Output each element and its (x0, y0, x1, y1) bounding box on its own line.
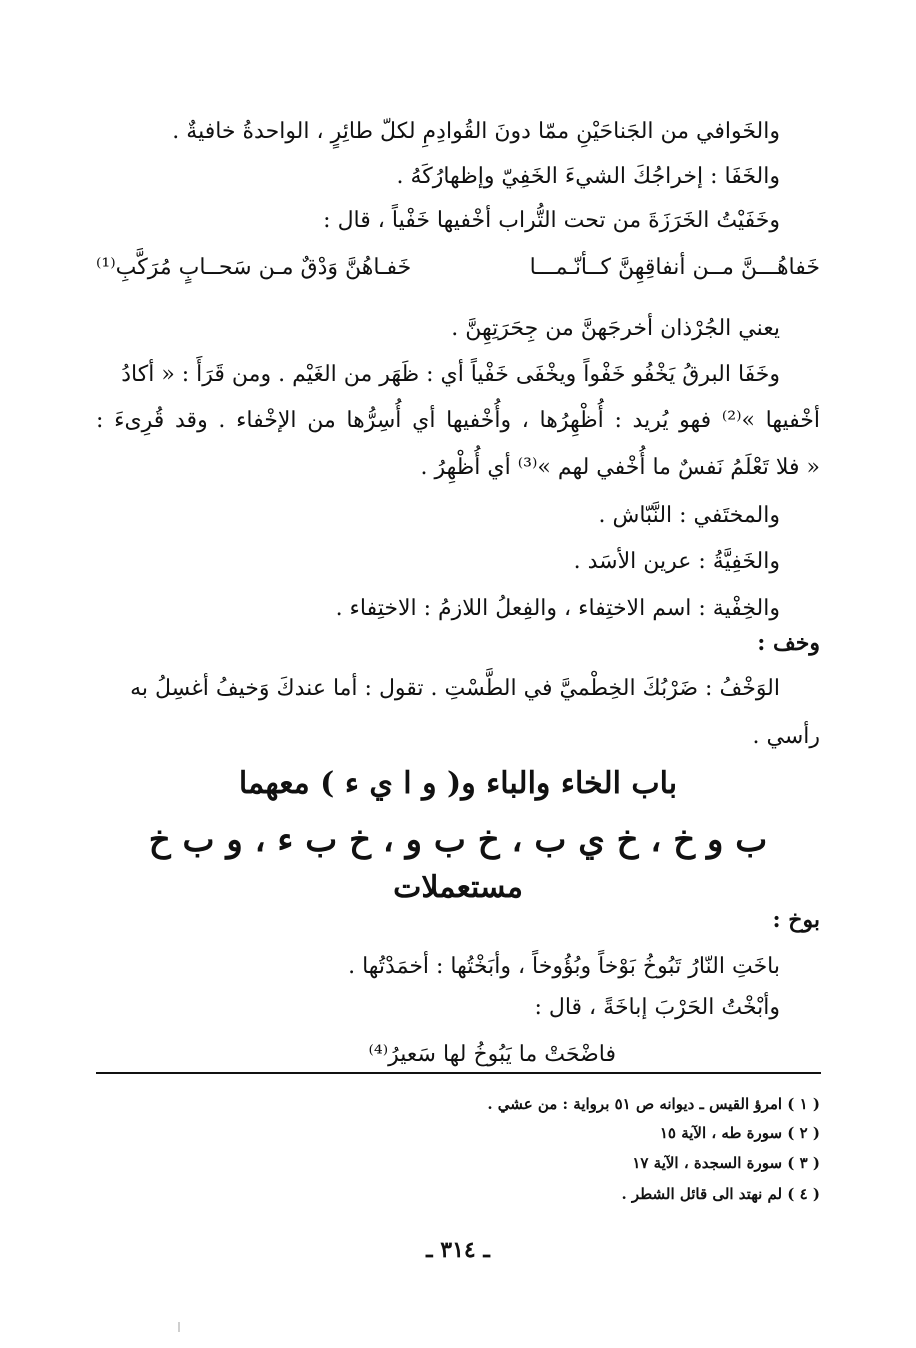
scan-speck (178, 1322, 180, 1332)
section-heading-subtitle: مستعملات (393, 870, 523, 905)
poem-left-hemistich: خَفـاهُنَّ وَدْقٌ مـن سَحــابٍ مُرَكَّبِ⁽¹⁾ (96, 255, 412, 280)
entry-label: وخف : (757, 630, 820, 656)
page-number: ـ ٣١٤ ـ (426, 1237, 490, 1263)
text-line: والخَفِيَّةُ : عرين الأسَد . (573, 549, 780, 574)
footnote: ( ٣ ) سورة السجدة ، الآية ١٧ (632, 1154, 820, 1172)
footnote: ( ١ ) امرؤ القيس ـ ديوانه ص ٥١ برواية : من عشي . (487, 1095, 820, 1113)
text-line: وخَفَا البرقُ يَخْفُو خَفْواً ويخْفَى خَفْياً أي : ظَهَر من الغَيْم . ومن قَرَأَ : « أكادُ (121, 362, 780, 387)
text-line: وخَفَيْتُ الخَرَزَةَ من تحت التُّراب أخْفيها خَفْياً ، قال : (323, 208, 780, 233)
text-line: الوَخْفُ : ضَرْبُكَ الخِطْميَّ في الطَّسْتِ . تقول : أما عندكَ وَخيفُ أغسِلُ به (130, 676, 780, 701)
text-line: والخِفْية : اسم الاختِفاء ، والفِعلُ اللازمُ : الاختِفاء . (335, 596, 780, 621)
footnote: ( ٢ ) سورة طه ، الآية ١٥ (659, 1124, 820, 1142)
text-line: والخَفَا : إخراجُكَ الشيءَ الخَفِيّ وإظهارُكَهُ . (396, 164, 780, 189)
poem-right-hemistich: خَفاهُـــنَّ مــن أنفاقِهِنَّ كــأنّـمـــا (529, 255, 820, 280)
footnote-divider (96, 1072, 821, 1074)
entry-label: بوخ : (772, 907, 820, 933)
text-line: « فلا تَعْلَمُ نَفسٌ ما أُخْفي لهم »⁽³⁾ أي أُظْهِرُ . (420, 455, 820, 480)
text-line: والمختَفي : النَّبّاش . (598, 503, 780, 528)
text-line: يعني الجُرْذان أخرجَهنَّ من جِحَرَتِهِنَّ . (451, 316, 780, 341)
text-line: وأبْخْتُ الحَرْبَ إباخَةً ، قال : (534, 995, 780, 1020)
section-heading-title: باب الخاء والباء و( و ا ي ء ) معهما (238, 766, 678, 801)
text-line: رأسي . (752, 724, 820, 749)
section-heading-roots: ب و خ ، خ ي ب ، خ ب و ، خ ب ء ، و ب خ (148, 820, 768, 860)
footnote: ( ٤ ) لم نهتد الى قائل الشطر . (621, 1185, 820, 1203)
poem-hemistich: فاضْحَتْ ما يَبُوخُ لها سَعيرُ⁽⁴⁾ (368, 1042, 616, 1067)
text-line: باخَتِ النّارُ تَبُوخُ بَوْخاً وبُؤُوخاً ، وأبَخْتُها : أخمَدْتُها . (348, 954, 780, 979)
text-line: والخَوافي من الجَناحَيْنِ ممّا دونَ القُوادِمِ لكلّ طائِرٍ ، الواحدةُ خافيةٌ . (172, 119, 780, 144)
text-line: أخْفيها »⁽²⁾ فهو يُريد : أُظْهِرُها ، وأُخْفيها أي أُسِرُّها من الإخْفاء . وقد قُرِىءَ : (96, 408, 821, 433)
